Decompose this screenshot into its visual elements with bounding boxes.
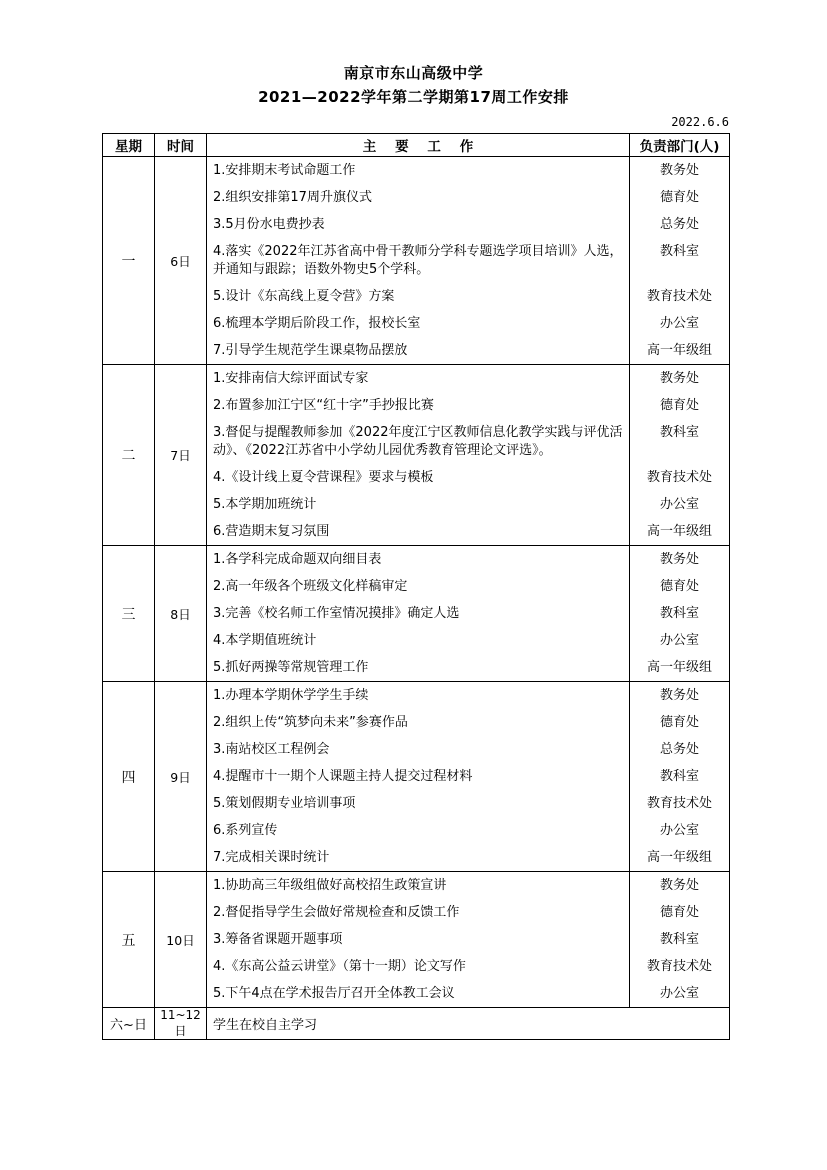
work-item: 4.《东高公益云讲堂》（第十一期）论文写作 <box>213 958 466 974</box>
work-items-cell <box>207 682 630 872</box>
table-row <box>103 682 730 872</box>
work-item: 3.南站校区工程例会 <box>213 741 330 757</box>
weekend-row <box>103 1008 730 1040</box>
work-item: 5.本学期加班统计 <box>213 496 317 512</box>
department-cell <box>630 682 730 872</box>
header-main-work: 主 要 工 作 <box>207 134 630 157</box>
responsible-department: 德育处 <box>659 904 699 920</box>
date-cell: 7日 <box>155 365 207 546</box>
table-header-row <box>103 134 730 157</box>
table-row <box>103 546 730 682</box>
responsible-department: 教科室 <box>659 931 699 947</box>
work-item: 3.筹备省课题开题事项 <box>213 931 343 947</box>
work-item: 1.安排南信大综评面试专家 <box>213 370 369 386</box>
work-item: 6.梳理本学期后阶段工作，报校长室 <box>213 315 421 331</box>
work-items-cell <box>207 157 630 365</box>
work-items-cell <box>207 872 630 1008</box>
table-row <box>103 872 730 1008</box>
work-item: 4.落实《2022年江苏省高中骨干教师分学科专题选学项目培训》人选，并通知与跟踪；语数外物史5个学科。 <box>213 243 623 277</box>
responsible-department: 办公室 <box>659 315 699 331</box>
work-item: 5.策划假期专业培训事项 <box>213 795 356 811</box>
responsible-department: 办公室 <box>659 822 699 838</box>
work-item: 1.安排期末考试命题工作 <box>213 162 356 178</box>
work-item: 5.抓好两操等常规管理工作 <box>213 659 369 675</box>
work-item: 1.各学科完成命题双向细目表 <box>213 551 382 567</box>
work-item: 5.设计《东高线上夏令营》方案 <box>213 288 395 304</box>
responsible-department: 教务处 <box>659 162 699 178</box>
work-item: 2.高一年级各个班级文化样稿审定 <box>213 578 408 594</box>
work-item: 7.完成相关课时统计 <box>213 849 330 865</box>
responsible-department: 教育技术处 <box>646 469 712 485</box>
work-item: 2.布置参加江宁区“红十字”手抄报比赛 <box>213 397 434 413</box>
work-items-cell <box>207 365 630 546</box>
work-item: 1.办理本学期休学学生手续 <box>213 687 369 703</box>
date-cell: 10日 <box>155 872 207 1008</box>
work-item: 4.本学期值班统计 <box>213 632 317 648</box>
responsible-department: 教育技术处 <box>646 958 712 974</box>
department-cell <box>630 157 730 365</box>
responsible-department: 办公室 <box>659 985 699 1001</box>
department-cell <box>630 872 730 1008</box>
responsible-department: 教务处 <box>659 687 699 703</box>
table-body <box>103 157 730 1040</box>
work-item: 4.提醒市十一期个人课题主持人提交过程材料 <box>213 768 473 784</box>
responsible-department: 德育处 <box>659 714 699 730</box>
weekday-cell: 一 <box>103 157 155 365</box>
schedule-table <box>102 133 730 1040</box>
weekend-work-cell: 学生在校自主学习 <box>207 1008 730 1040</box>
weekday-cell: 五 <box>103 872 155 1008</box>
responsible-department: 德育处 <box>659 397 699 413</box>
table-row <box>103 157 730 365</box>
work-item: 2.组织上传“筑梦向未来”参赛作品 <box>213 714 408 730</box>
responsible-department: 教科室 <box>659 243 699 259</box>
header-department: 负责部门(人) <box>630 134 730 157</box>
responsible-department: 高一年级组 <box>646 342 712 358</box>
work-item: 5.下午4点在学术报告厅召开全体教工会议 <box>213 985 455 1001</box>
school-title: 南京市东山高级中学 <box>343 64 484 82</box>
work-item: 6.营造期末复习氛围 <box>213 523 330 539</box>
work-item: 2.督促指导学生会做好常规检查和反馈工作 <box>213 904 460 920</box>
work-item: 3.5月份水电费抄表 <box>213 216 325 232</box>
weekday-cell: 二 <box>103 365 155 546</box>
work-items-cell <box>207 546 630 682</box>
responsible-department: 教育技术处 <box>646 795 712 811</box>
responsible-department: 教科室 <box>659 768 699 784</box>
header-weekday: 星期 <box>103 134 155 157</box>
header-time: 时间 <box>155 134 207 157</box>
weekend-date-cell: 11~12日 <box>155 1008 207 1040</box>
responsible-department: 教科室 <box>659 424 699 440</box>
weekend-day-cell: 六~日 <box>103 1008 155 1040</box>
responsible-department: 教务处 <box>659 877 699 893</box>
responsible-department: 高一年级组 <box>646 523 712 539</box>
department-cell <box>630 365 730 546</box>
work-item: 4.《设计线上夏令营课程》要求与模板 <box>213 469 434 485</box>
work-item: 2.组织安排第17周升旗仪式 <box>213 189 372 205</box>
document-date: 2022.6.6 <box>671 115 729 129</box>
work-item: 7.引导学生规范学生课桌物品摆放 <box>213 342 408 358</box>
responsible-department: 总务处 <box>659 741 699 757</box>
responsible-department: 教务处 <box>659 551 699 567</box>
department-cell <box>630 546 730 682</box>
responsible-department: 德育处 <box>659 578 699 594</box>
responsible-department: 高一年级组 <box>646 659 712 675</box>
weekday-cell: 四 <box>103 682 155 872</box>
date-cell: 9日 <box>155 682 207 872</box>
work-item: 1.协助高三年级组做好高校招生政策宣讲 <box>213 877 447 893</box>
date-cell: 8日 <box>155 546 207 682</box>
work-item: 6.系列宣传 <box>213 822 278 838</box>
responsible-department: 教育技术处 <box>646 288 712 304</box>
responsible-department: 总务处 <box>659 216 699 232</box>
table-row <box>103 365 730 546</box>
responsible-department: 办公室 <box>659 496 699 512</box>
work-item: 3.督促与提醒教师参加《2022年度江宁区教师信息化教学实践与评优活动》、《2022江苏省中小学幼儿园优秀教育管理论文评选》。 <box>213 424 623 458</box>
work-item: 3.完善《校名师工作室情况摸排》确定人选 <box>213 605 460 621</box>
responsible-department: 教务处 <box>659 370 699 386</box>
weekday-cell: 三 <box>103 546 155 682</box>
schedule-title: 2021—2022学年第二学期第17周工作安排 <box>258 88 569 106</box>
responsible-department: 高一年级组 <box>646 849 712 865</box>
responsible-department: 德育处 <box>659 189 699 205</box>
date-cell: 6日 <box>155 157 207 365</box>
responsible-department: 办公室 <box>659 632 699 648</box>
responsible-department: 教科室 <box>659 605 699 621</box>
